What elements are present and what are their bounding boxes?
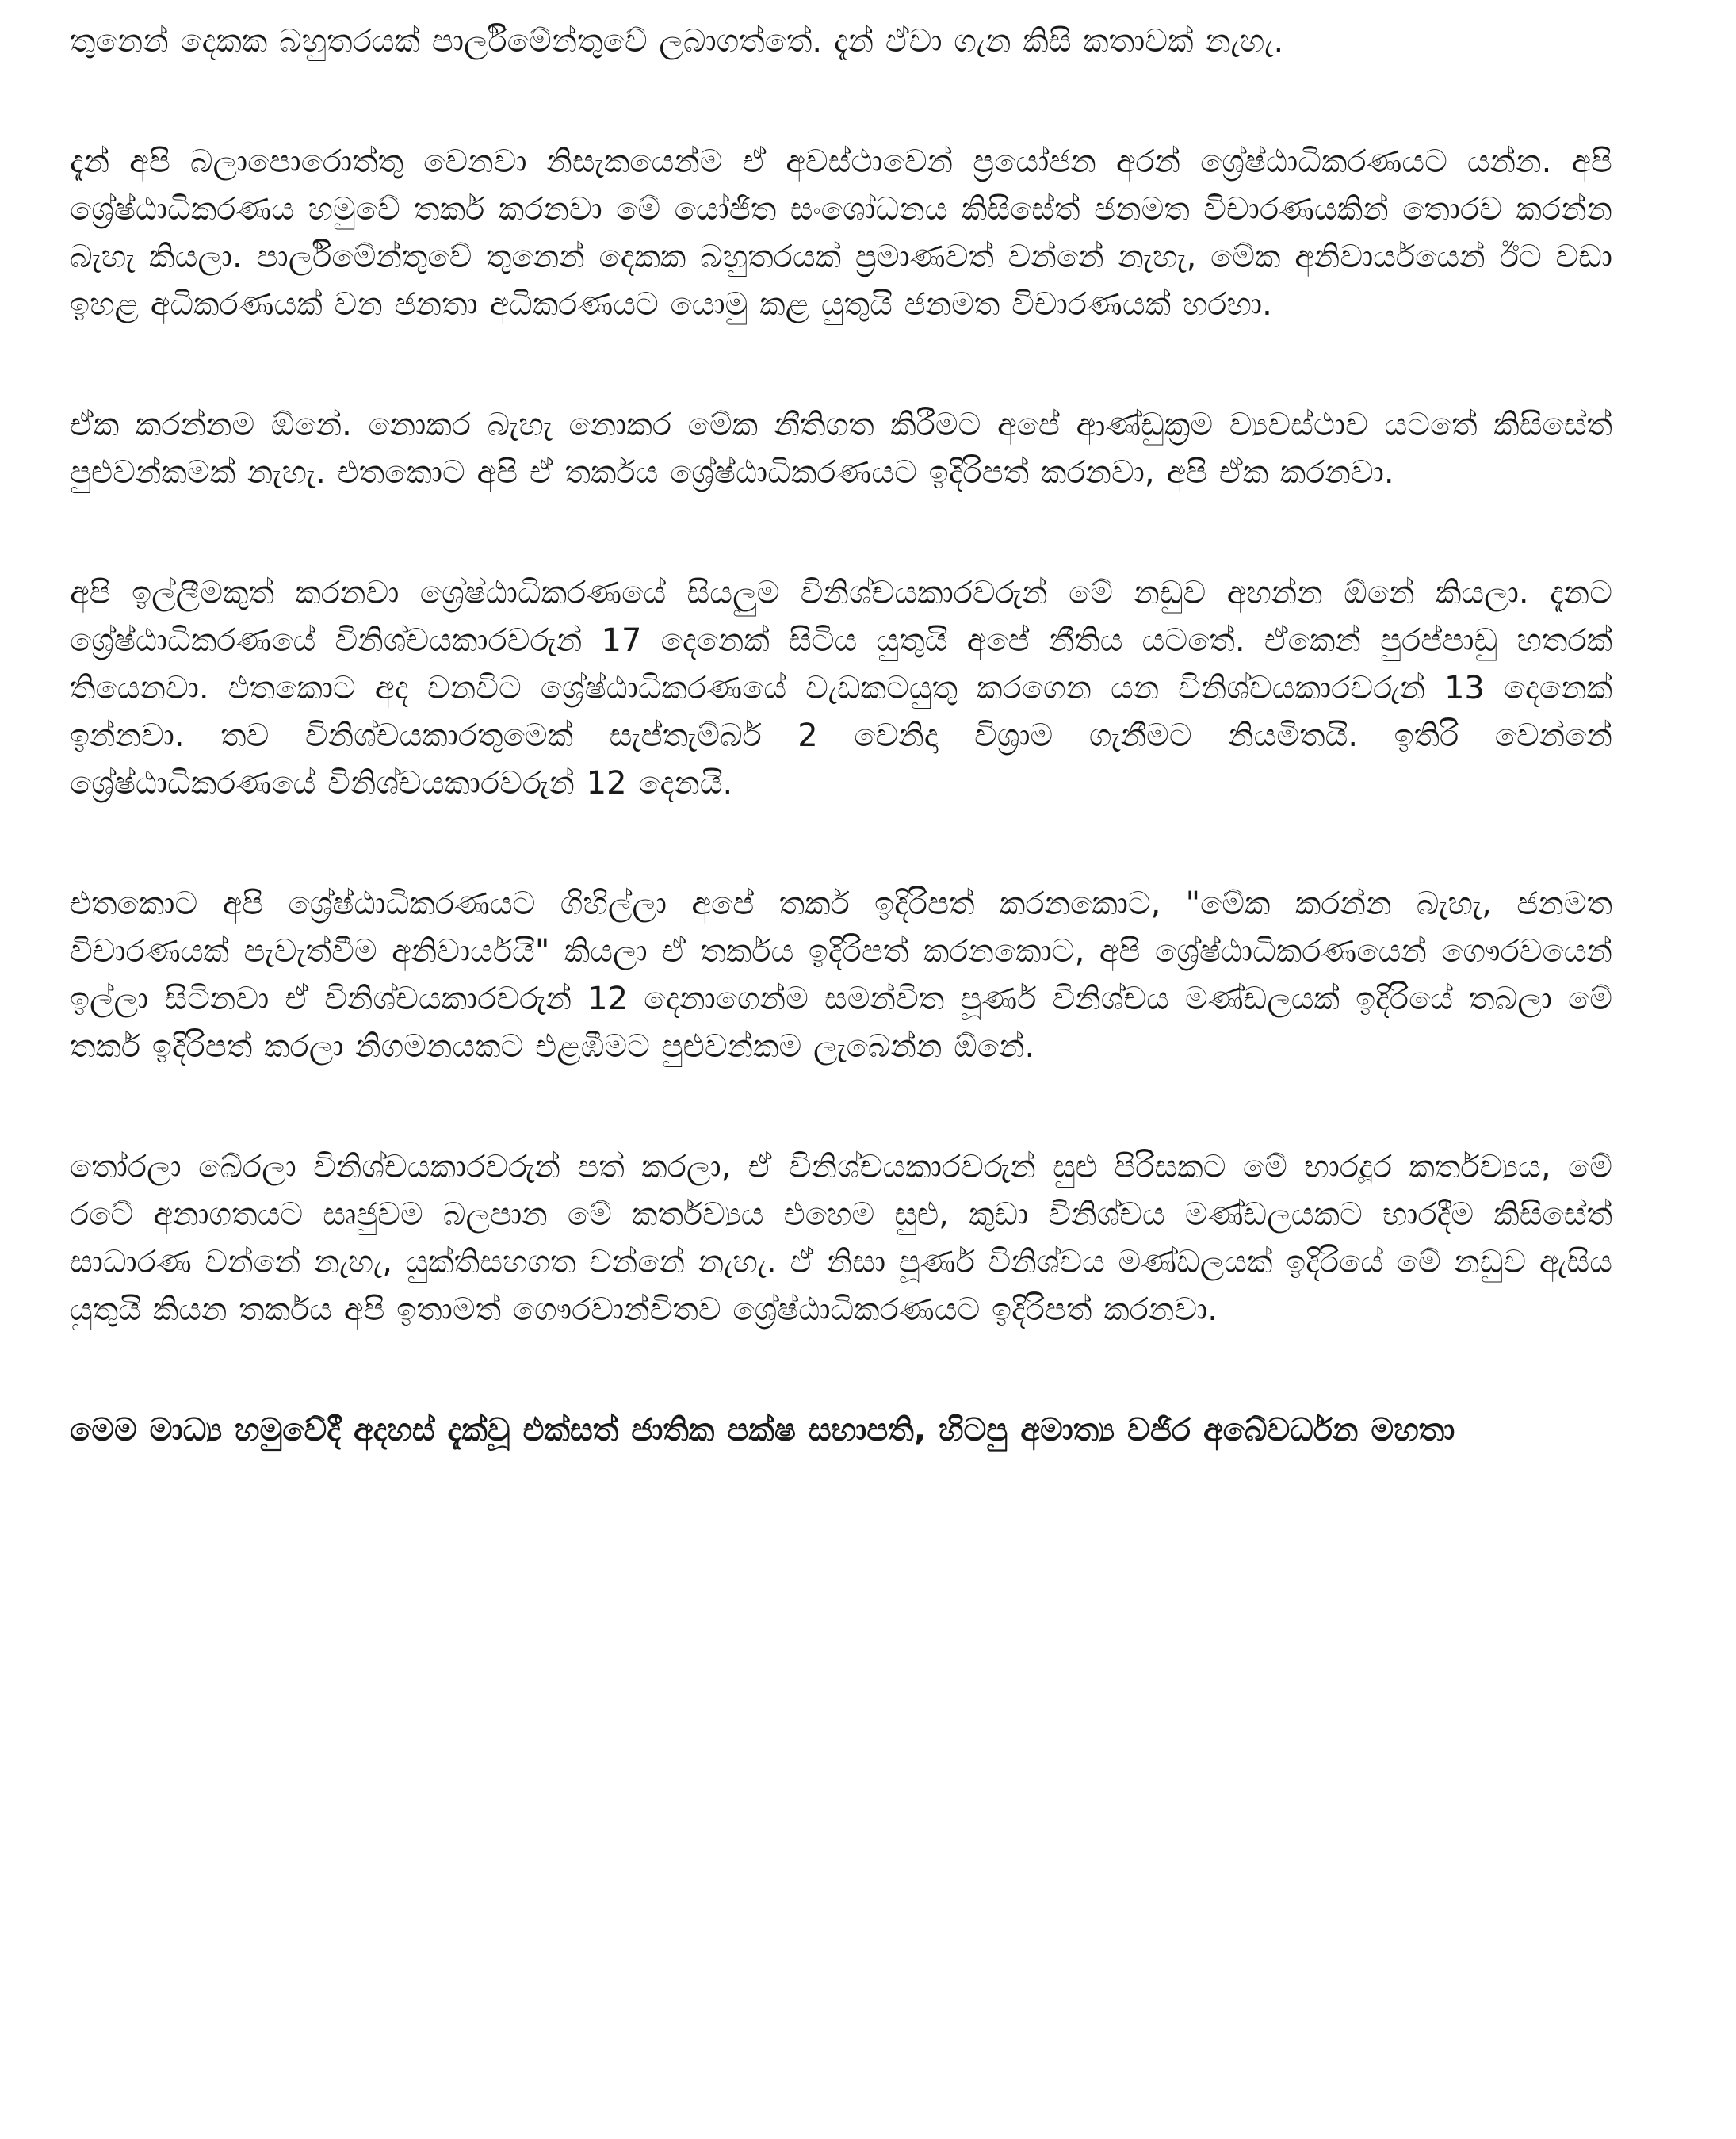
document-page <box>70 17 1612 1454</box>
paragraph-4: අපි ඉල්ලීමකුත් කරනවා ශ්‍රේෂ්ඨාධිකරණයේ සියලුම විනිශ්චයකාරවරුන් මේ නඩුව අහන්න ඕනේ කියලා. දැනට ශ්‍රේෂ්ඨාධිකරණයේ විනිශ්චයකාරවරුන් 17 දෙනෙක් සිටිය යුතුයි අපේ නීතිය යටතේ. ඒකෙන් පුරප්පාඩු හතරක් තියෙනවා. එතකොට අද වනවිට ශ්‍රේෂ්ඨාධිකරණයේ වැඩකටයුතු කරගෙන යන විනිශ්චයකාරවරුන් 13 දෙනෙක් ඉන්නවා. තව විනිශ්චයකාරතුමෙක් සැප්තැම්බර් 2 වෙනිදා විශ්‍රාම ගැනීමට නියමිතයි. ඉතිරි වෙන්නේ ශ්‍රේෂ්ඨාධිකරණයේ විනිශ්චයකාරවරුන් 12 දෙනයි. <box>70 575 1612 802</box>
paragraph-5: එතකොට අපි ශ්‍රේෂ්ඨාධිකරණයට ගිහිල්ලා අපේ තර්ක ඉදිරිපත් කරනකොට, "මේක කරන්න බැහැ, ජනමත විචාරණයක් පැවැත්වීම අනිවාර්යයි" කියලා ඒ තර්කය ඉදිරිපත් කරනකොට, අපි ශ්‍රේෂ්ඨාධිකරණයෙන් ගෞරවයෙන් ඉල්ලා සිටිනවා ඒ විනිශ්චයකාරවරුන් 12 දෙනාගෙන්ම සමන්විත පූර්ණ විනිශ්චය මණ්ඩලයක් ඉදිරියේ තබලා මේ තර්ක ඉදිරිපත් කරලා නිගමනයකට එළඹීමට පුළුවන්කම ලැබෙන්න ඕනේ. <box>70 886 1612 1065</box>
paragraph-1: තුනෙන් දෙකක බහුතරයක් පාර්ලිමේන්තුවේ ලබාගත්තේ. දැන් ඒවා ගැන කිසි කතාවක් නැහැ. <box>70 23 1284 59</box>
paragraph-3: ඒක කරන්නම ඕනේ. නොකර බැහැ නොකර මේක නීතිගත කිරීමට අපේ ආණ්ඩුක්‍රම ව්‍යවස්ථාව යටතේ කිසිසේත් පුළුවන්කමක් නැහැ. එතකොට අපි ඒ තර්කය ශ්‍රේෂ්ඨාධිකරණයට ඉදිරිපත් කරනවා, අපි ඒක කරනවා. <box>70 407 1612 491</box>
closing-heading: මෙම මාධ්‍ය හමුවේදී අදහස් දැක්වූ එක්සත් ජාතික පක්ෂ සභාපති, හිටපු අමාත්‍ය වජිර අබේවර්ධන මහතා <box>70 1412 1455 1448</box>
paragraph-2: දැන් අපි බලාපොරොත්තු වෙනවා නිසැකයෙන්ම ඒ අවස්ථාවෙන් ප්‍රයෝජන අරන් ශ්‍රේෂ්ඨාධිකරණයට යන්න. අපි ශ්‍රේෂ්ඨාධිකරණය හමුවේ තර්ක කරනවා මේ යෝජිත සංශෝධනය කිසිසේත් ජනමත විචාරණයකින් තොරව කරන්න බැහැ කියලා. පාර්ලිමේන්තුවේ තුනෙන් දෙකක බහුතරයක් ප්‍රමාණවත් වන්නේ නැහැ, මේක අනිවාර්යයෙන් ඊට වඩා ඉහළ අධිකරණයක් වන ජනතා අධිකරණයට යොමු කළ යුතුයි ජනමත විචාරණයක් හරහා. <box>70 143 1612 323</box>
paragraph-6: තෝරලා බේරලා විනිශ්චයකාරවරුන් පත් කරලා, ඒ විනිශ්චයකාරවරුන් සුළු පිරිසකට මේ භාරදූර කර්තව්‍යය, මේ රටේ අනාගතයට සෘජුවම බලපාන මේ කර්තව්‍යය එහෙම සුළු, කුඩා විනිශ්චය මණ්ඩලයකට භාරදීම කිසිසේත් සාධාරණ වන්නේ නැහැ, යුක්තිසහගත වන්නේ නැහැ. ඒ නිසා පූර්ණ විනිශ්චය මණ්ඩලයක් ඉදිරියේ මේ නඩුව ඇසිය යුතුයි කියන තර්කය අපි ඉතාමත් ගෞරවාන්විතව ශ්‍රේෂ්ඨාධිකරණයට ඉදිරිපත් කරනවා. <box>70 1149 1612 1328</box>
